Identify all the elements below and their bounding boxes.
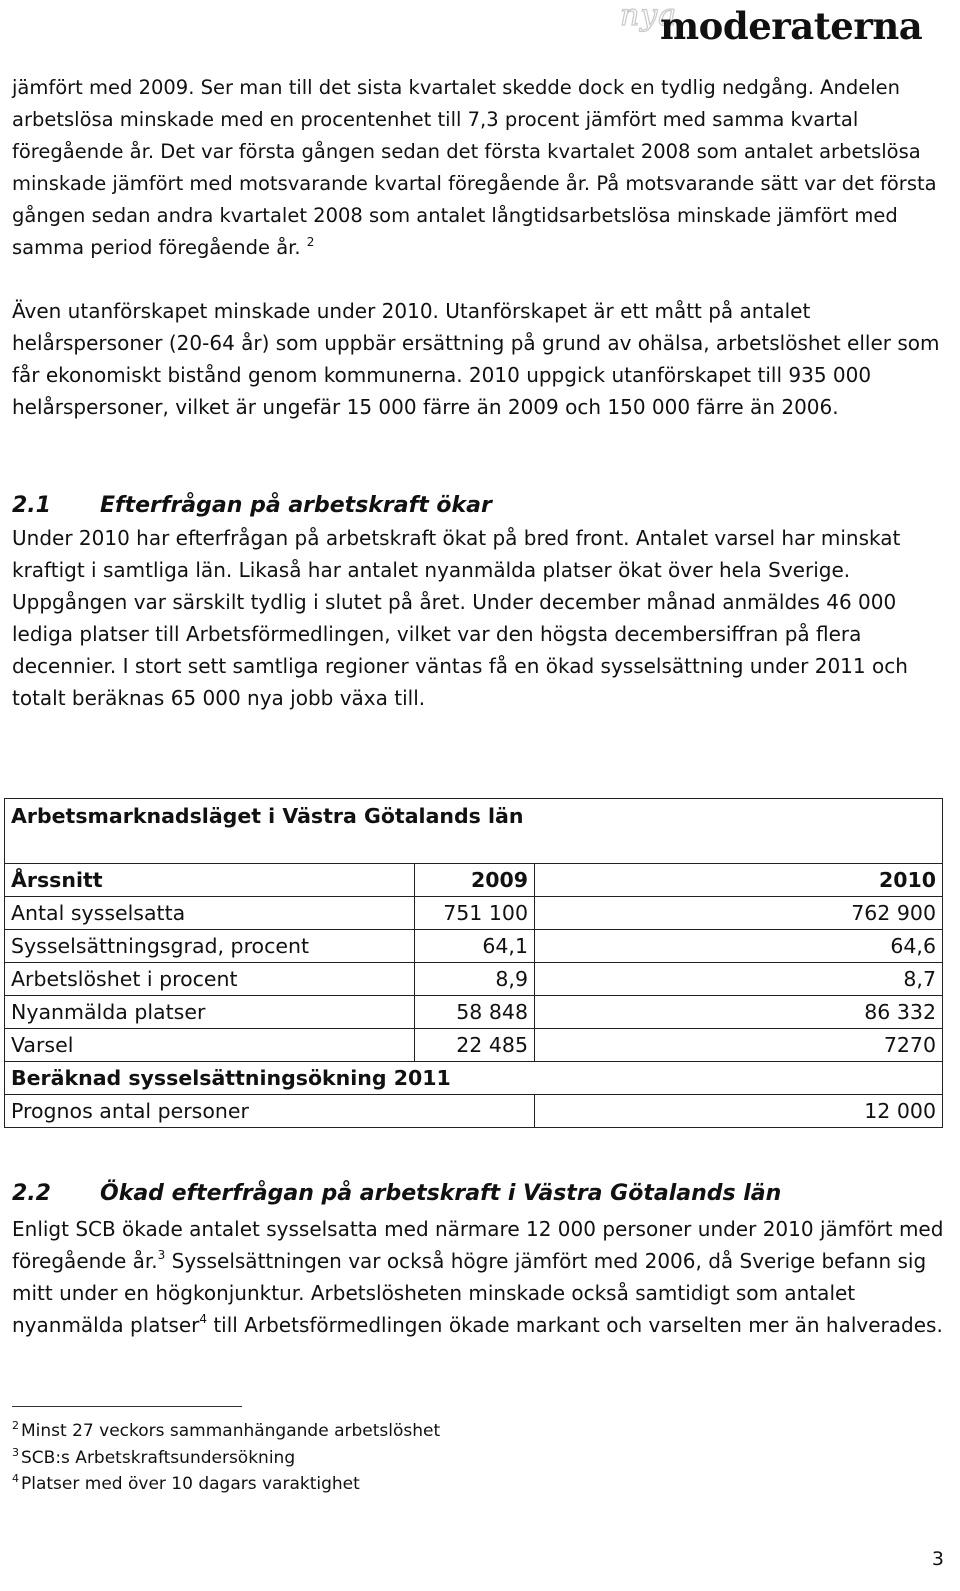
row-label: Sysselsättningsgrad, procent <box>5 930 415 963</box>
moderaterna-logo <box>620 2 950 52</box>
forecast-value: 12 000 <box>535 1095 943 1128</box>
section-number: 2.1 <box>12 493 51 518</box>
paragraph-text-b: Sysselsättningen var också högre jämfört med 2006, då Sverige befann sig mitt under en högkonjunktur. Arbetslösheten minskade också samtidigt som antalet nyanmälda platser <box>12 1249 927 1337</box>
row-value-2010: 64,6 <box>535 930 943 963</box>
header-2010: 2010 <box>535 864 943 897</box>
row-label: Varsel <box>5 1029 415 1062</box>
forecast-label: Prognos antal personer <box>5 1095 535 1128</box>
footnote-ref-4: 4 <box>199 1312 207 1326</box>
table-row <box>5 963 943 996</box>
logo-moderaterna-text: moderaterna <box>660 4 923 48</box>
header-label: Årssnitt <box>5 864 415 897</box>
forecast-heading-row <box>5 1062 943 1095</box>
footnote-number: 3 <box>12 1445 19 1459</box>
section-title: Ökad efterfrågan på arbetskraft i Västra Götalands län <box>100 1181 782 1206</box>
row-value-2010: 8,7 <box>535 963 943 996</box>
forecast-row <box>5 1095 943 1128</box>
row-value-2009: 58 848 <box>415 996 535 1029</box>
table-row <box>5 996 943 1029</box>
table-header-row <box>5 864 943 897</box>
section-heading-2-1 <box>12 493 947 518</box>
footnote-ref-3: 3 <box>157 1248 166 1262</box>
paragraph-text-a: Enligt SCB ökade antalet sysselsatta med närmare 12 000 personer under 2010 jämfört med föregående år. <box>12 1217 944 1273</box>
page-number: 3 <box>931 1548 944 1570</box>
section-number: 2.2 <box>12 1181 51 1206</box>
paragraph-vastra-gotaland <box>12 1213 947 1341</box>
row-value-2010: 7270 <box>535 1029 943 1062</box>
table-row <box>5 930 943 963</box>
document-body <box>12 72 947 714</box>
section-title: Efterfrågan på arbetskraft ökar <box>100 493 492 518</box>
table-caption-row <box>5 799 943 864</box>
header-2009: 2009 <box>415 864 535 897</box>
footnote-number: 2 <box>12 1419 19 1432</box>
footnote <box>12 1418 440 1445</box>
table-row <box>5 897 943 930</box>
logo-nya-text: nya <box>620 0 678 33</box>
footnote-text: SCB:s Arbetskraftsundersökning <box>21 1447 296 1468</box>
table-row <box>5 1029 943 1062</box>
paragraph-unemployment-text: jämfört med 2009. Ser man till det sista kvartalet skedde dock en tydlig nedgång. Andelen arbetslösa minskade med en procentenhet till 7,3 procent jämfört med samma kvartal föregående år. Det var första gången sedan det första kvartalet 2008 som antalet arbetslösa minskade jämfört med motsvarande kvartal föregående år. På motsvarande sätt var det första gången sedan andra kvartalet 2008 som antalet långtidsarbetslösa minskade jämfört med samma period föregående år. <box>12 76 937 259</box>
row-value-2009: 64,1 <box>415 930 535 963</box>
footnote-text: Platser med över 10 dagars varaktighet <box>21 1474 360 1494</box>
footnote-text: Minst 27 veckors sammanhängande arbetslöshet <box>21 1421 441 1441</box>
row-value-2009: 8,9 <box>415 963 535 996</box>
paragraph-text-c: till Arbetsförmedlingen ökade markant och varselten mer än halverades. <box>206 1313 943 1337</box>
footnote <box>12 1471 440 1498</box>
footnotes <box>12 1418 440 1498</box>
footnote-divider <box>12 1406 242 1407</box>
forecast-heading: Beräknad sysselsättningsökning 2011 <box>5 1062 943 1095</box>
footnote-number: 4 <box>12 1472 19 1485</box>
row-label: Antal sysselsatta <box>5 897 415 930</box>
row-value-2010: 762 900 <box>535 897 943 930</box>
labour-market-table <box>4 798 943 1128</box>
footnote-ref-2: 2 <box>306 235 315 249</box>
section-2-2 <box>12 1181 947 1341</box>
section-heading-2-2 <box>12 1181 947 1206</box>
row-value-2009: 22 485 <box>415 1029 535 1062</box>
table-caption: Arbetsmarknadsläget i Västra Götalands län <box>5 799 943 864</box>
paragraph-demand: Under 2010 har efterfrågan på arbetskraft ökat på bred front. Antalet varsel har minskat kraftigt i samtliga län. Likaså har antalet nyanmälda platser ökat över hela Sverige. Uppgången var särskilt tydlig i slutet på året. Under december månad anmäldes 46 000 lediga platser till Arbetsförmedlingen, vilket var den högsta decembersiffran på flera decennier. I stort sett samtliga regioner väntas få en ökad sysselsättning under 2011 och totalt beräknas 65 000 nya jobb växa till. <box>12 526 908 710</box>
row-label: Arbetslöshet i procent <box>5 963 415 996</box>
row-value-2009: 751 100 <box>415 897 535 930</box>
paragraph-utanforskap: Även utanförskapet minskade under 2010. Utanförskapet är ett mått på antalet helårspersoner (20-64 år) som uppbär ersättning på grund av ohälsa, arbetslöshet eller som får ekonomiskt bistånd genom kommunerna. 2010 uppgick utanförskapet till 935 000 helårspersoner, vilket är ungefär 15 000 färre än 2009 och 150 000 färre än 2006. <box>12 299 940 419</box>
paragraph-unemployment <box>12 72 947 264</box>
row-value-2010: 86 332 <box>535 996 943 1029</box>
row-label: Nyanmälda platser <box>5 996 415 1029</box>
footnote <box>12 1445 440 1472</box>
